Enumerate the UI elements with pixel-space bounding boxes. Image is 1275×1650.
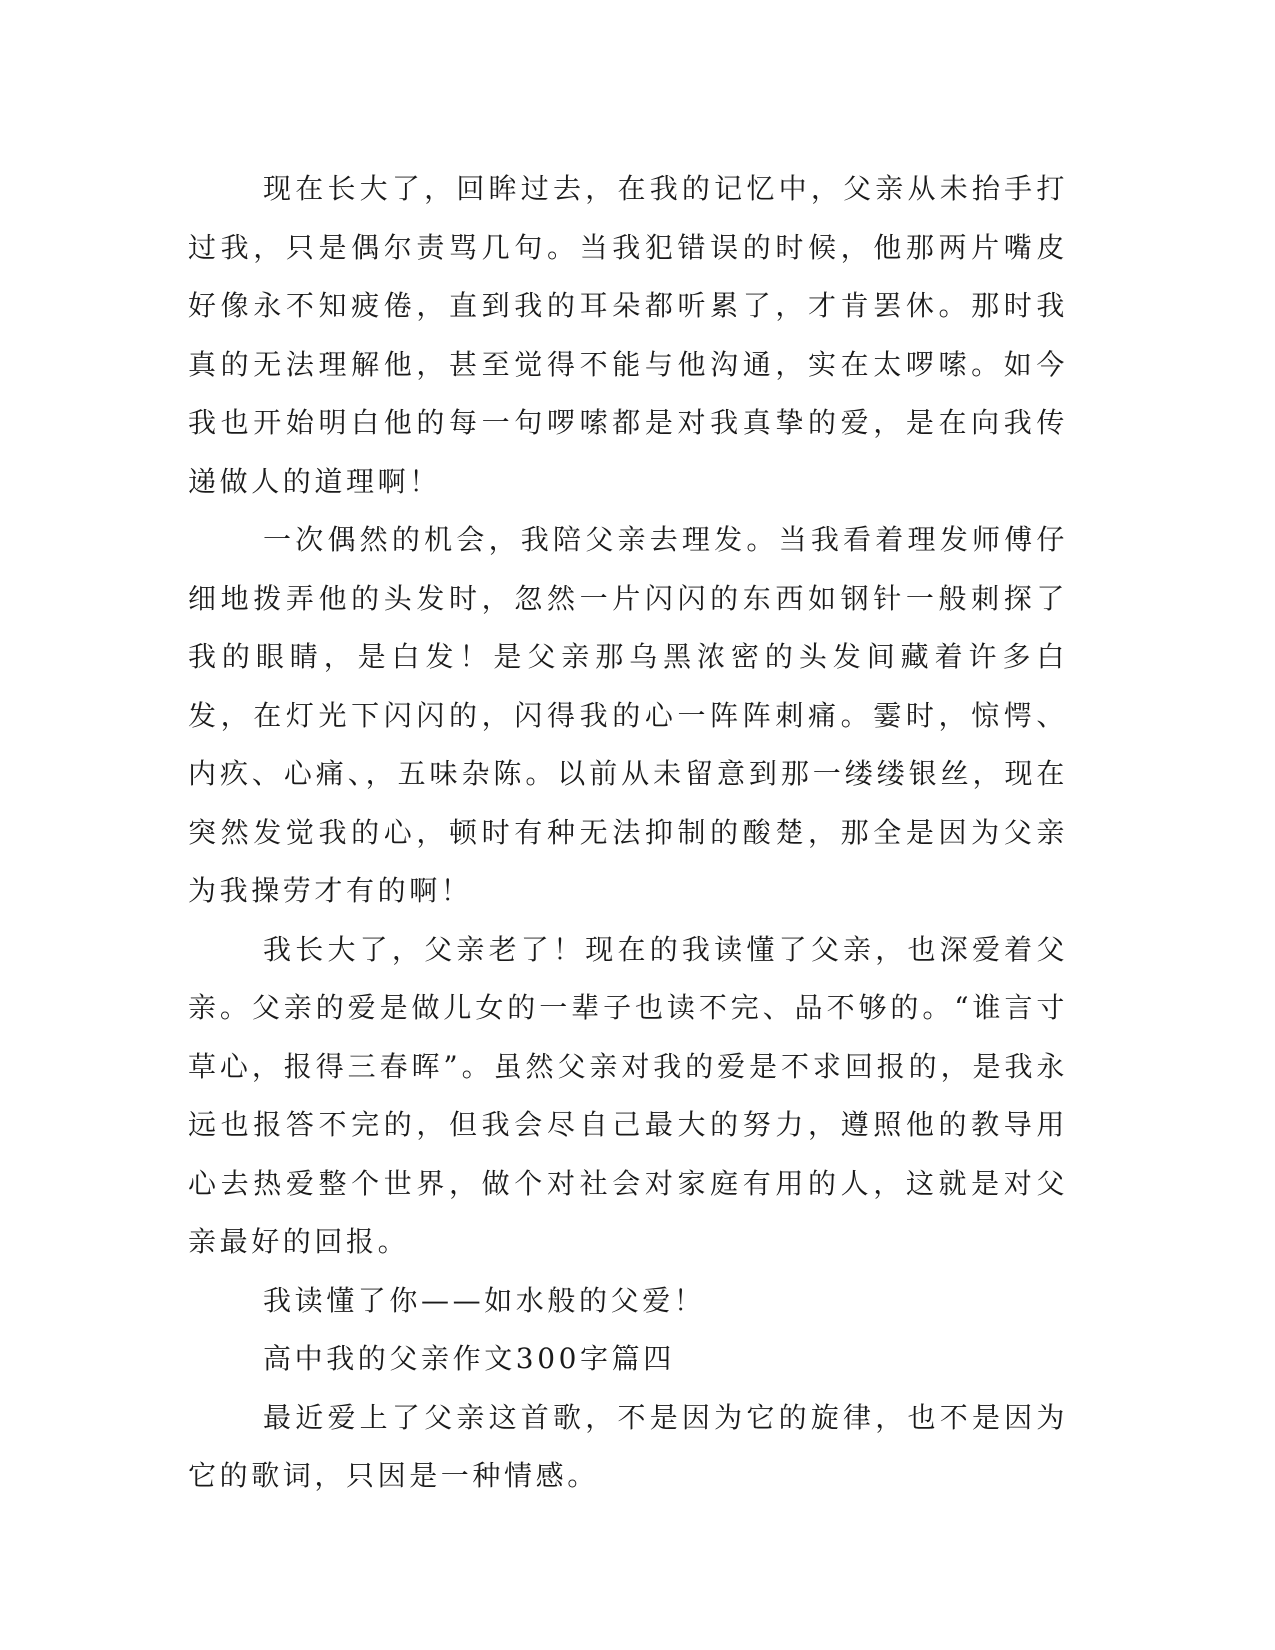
paragraph-haircut-white-hair: 一次偶然的机会，我陪父亲去理发。当我看着理发师傅仔细地拨弄他的头发时，忽然一片闪闪的东西如钢针一般刺探了我的眼睛，是白发！是父亲那乌黑浓密的头发间藏着许多白发，在灯光下闪闪的，闪得我的心一阵阵刺痛。霎时，惊愕、内疚、心痛、，五味杂陈。以前从未留意到那一缕缕银丝，现在突然发觉我的心，顿时有种无法抑制的酸楚，那全是因为父亲为我操劳才有的啊！ — [188, 523, 1068, 907]
section-heading: 高中我的父亲作文300字篇四 — [263, 1342, 675, 1375]
paragraph-memory-of-father: 现在长大了，回眸过去，在我的记忆中，父亲从未抬手打过我，只是偶尔责骂几句。当我犯错误的时候，他那两片嘴皮好像永不知疲倦，直到我的耳朵都听累了，才肯罢休。那时我真的无法理解他，甚至觉得不能与他沟通，实在太啰嗦。如今我也开始明白他的每一句啰嗦都是对我真挚的爱，是在向我传递做人的道理啊！ — [188, 172, 1068, 498]
paragraph-understanding-father: 我长大了，父亲老了！现在的我读懂了父亲，也深爱着父亲。父亲的爱是做儿女的一辈子也读不完、品不够的。“谁言寸草心，报得三春晖”。虽然父亲对我的爱是不求回报的，是我永远也报答不完的，但我会尽自己最大的努力，遵照他的教导用心去热爱整个世界，做个对社会对家庭有用的人，这就是对父亲最好的回报。 — [188, 932, 1068, 1258]
document-body — [188, 160, 1068, 1506]
paragraph-song-intro: 最近爱上了父亲这首歌，不是因为它的旋律，也不是因为它的歌词，只因是一种情感。 — [188, 1400, 1068, 1492]
paragraph-closing-line: 我读懂了你——如水般的父爱！ — [263, 1283, 706, 1317]
